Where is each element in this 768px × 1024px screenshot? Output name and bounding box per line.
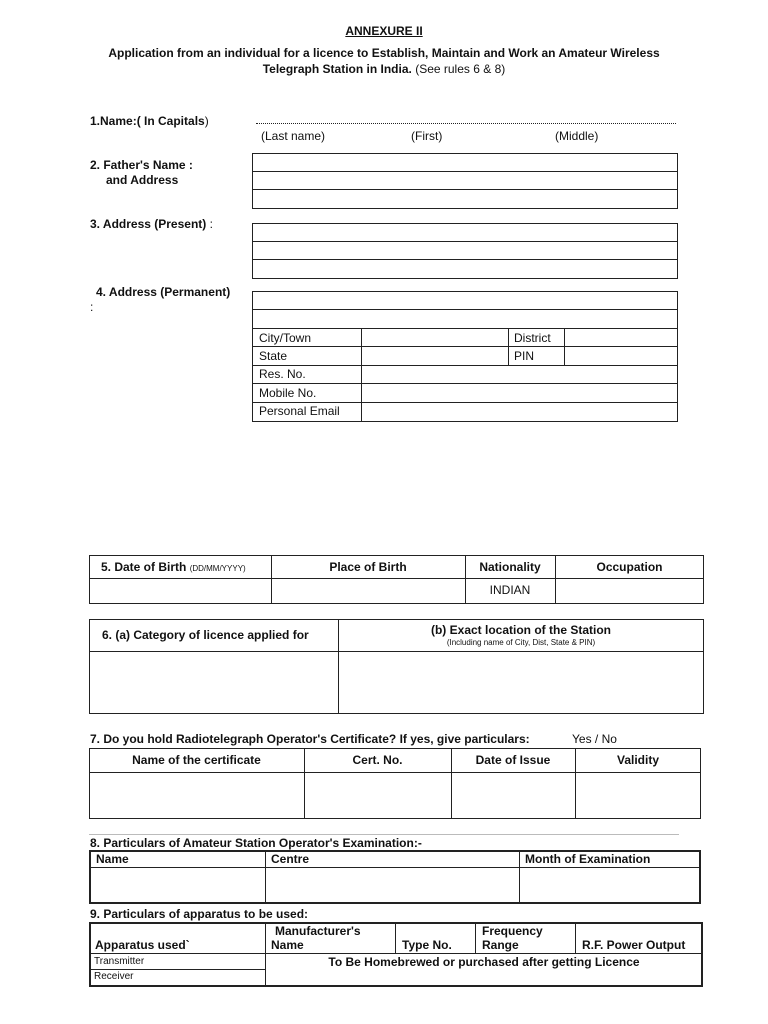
q1-label-paren: ) <box>204 114 209 128</box>
q3-label-text: 3. Address (Present) <box>90 217 207 231</box>
first-name-caption: (First) <box>411 129 443 143</box>
email-label: Personal Email <box>259 404 340 418</box>
q3-label <box>90 217 213 231</box>
district-label: District <box>514 331 551 345</box>
divider <box>395 922 396 953</box>
city-label: City/Town <box>259 331 312 345</box>
divider <box>519 850 520 904</box>
cert-no-header: Cert. No. <box>352 753 403 767</box>
apparatus-header: Apparatus used` <box>95 938 190 952</box>
divider <box>252 346 678 347</box>
divider <box>89 867 701 868</box>
q2-label-1: 2. Father's Name : <box>90 158 193 172</box>
receiver-label: Receiver <box>94 971 134 982</box>
present-address-box[interactable] <box>252 223 678 279</box>
pin-label: PIN <box>514 349 535 363</box>
q9-label: 9. Particulars of apparatus to be used: <box>90 907 309 921</box>
divider <box>89 578 704 579</box>
q2-label-2: and Address <box>106 173 179 187</box>
q4-label: 4. Address (Permanent) <box>96 285 231 299</box>
divider <box>89 953 703 954</box>
divider <box>508 328 509 365</box>
manufacturer-header-1: Manufacturer's <box>275 924 361 938</box>
divider <box>89 772 701 773</box>
pob-header: Place of Birth <box>329 560 407 574</box>
divider <box>252 365 678 366</box>
frequency-header-2: Range <box>482 938 519 952</box>
nationality-value: INDIAN <box>489 583 531 597</box>
name-dotted-line[interactable] <box>256 123 676 124</box>
q4-colon: : <box>90 300 94 314</box>
divider <box>361 328 362 422</box>
annexure-heading: ANNEXURE II <box>345 24 423 38</box>
intro-bold: Telegraph Station in India. <box>262 62 412 76</box>
q8-label: 8. Particulars of Amateur Station Operator's Examination:- <box>90 836 422 850</box>
divider <box>475 922 476 953</box>
location-header: (b) Exact location of the Station <box>430 623 611 637</box>
q1-label-text: 1.Name:( In Capitals <box>90 114 205 128</box>
intro-line-2 <box>0 62 768 76</box>
exam-centre-header: Centre <box>271 852 310 866</box>
type-no-header: Type No. <box>402 938 452 952</box>
divider <box>89 969 265 970</box>
mobile-no-label: Mobile No. <box>259 386 317 400</box>
divider <box>252 402 678 403</box>
manufacturer-header-2: Name <box>271 938 304 952</box>
divider <box>252 383 678 384</box>
state-label: State <box>259 349 288 363</box>
date-of-issue-header: Date of Issue <box>475 753 551 767</box>
location-note: (Including name of City, Dist, State & PIN) <box>446 638 596 647</box>
divider <box>89 651 704 652</box>
q3-colon: : <box>209 217 213 231</box>
q7-label: 7. Do you hold Radiotelegraph Operator's Certificate? If yes, give particulars: <box>90 732 530 746</box>
rf-power-header: R.F. Power Output <box>582 938 686 952</box>
category-header: 6. (a) Category of licence applied for <box>102 628 309 642</box>
frequency-header-1: Frequency <box>482 924 543 938</box>
divider <box>564 328 565 365</box>
separator <box>89 834 679 835</box>
intro-rules: (See rules 6 & 8) <box>415 62 506 76</box>
divider <box>252 328 678 329</box>
homebrew-note: To Be Homebrewed or purchased after getting Licence <box>328 955 640 969</box>
dob-format: (DD/MM/YYYY) <box>189 564 246 573</box>
res-no-label: Res. No. <box>259 367 306 381</box>
occupation-header: Occupation <box>596 560 663 574</box>
transmitter-label: Transmitter <box>94 956 145 967</box>
divider <box>252 241 678 242</box>
dob-header <box>101 560 246 574</box>
last-name-caption: (Last name) <box>261 129 326 143</box>
divider <box>252 259 678 260</box>
cert-name-header: Name of the certificate <box>132 753 261 767</box>
exam-name-header: Name <box>96 852 129 866</box>
intro-line-1: Application from an individual for a licence to Establish, Maintain and Work an Amateur Wireless <box>108 46 660 60</box>
divider <box>252 189 678 190</box>
q1-label <box>90 114 209 128</box>
nationality-header: Nationality <box>479 560 541 574</box>
divider <box>265 850 266 904</box>
divider <box>252 171 678 172</box>
q7-yes-no[interactable]: Yes / No <box>572 732 617 746</box>
divider <box>252 309 678 310</box>
validity-header: Validity <box>616 753 660 767</box>
exam-month-header: Month of Examination <box>525 852 651 866</box>
divider <box>575 922 576 953</box>
middle-name-caption: (Middle) <box>555 129 599 143</box>
dob-header-text: 5. Date of Birth <box>101 560 187 574</box>
father-address-box[interactable] <box>252 153 678 209</box>
